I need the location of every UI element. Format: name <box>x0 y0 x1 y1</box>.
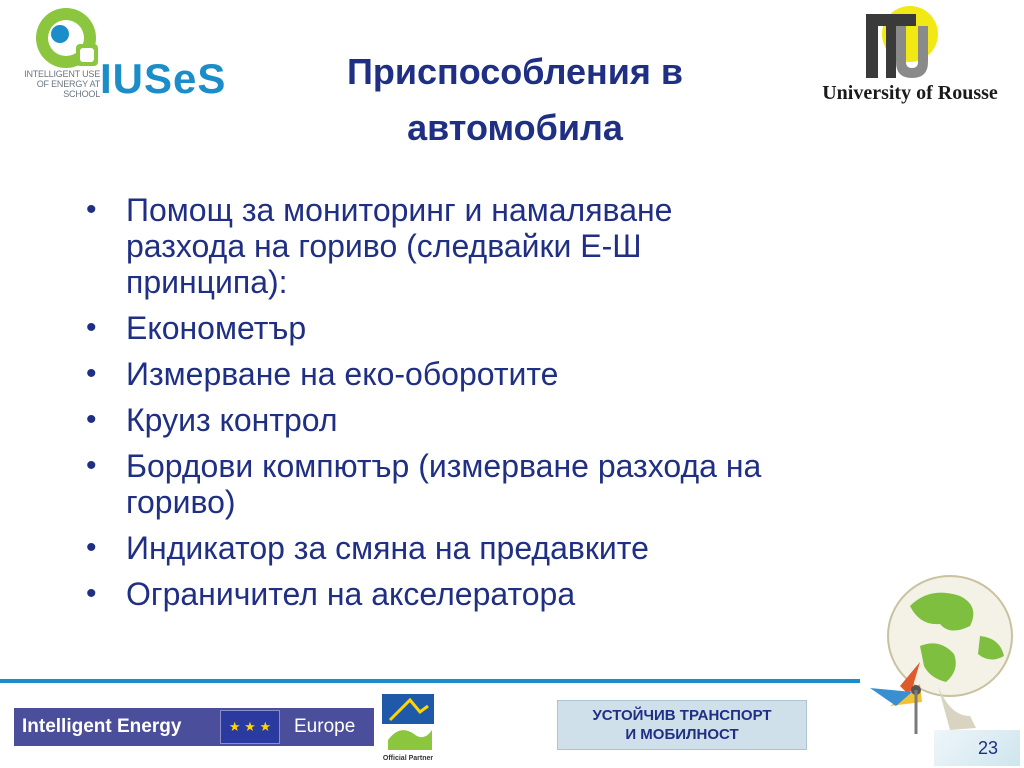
footer-divider <box>0 679 860 683</box>
bullet-dot-icon: • <box>86 449 97 482</box>
iuses-tagline-line2: OF ENERGY AT SCHOOL <box>36 79 100 99</box>
ie-left-text: Intelligent Energy <box>22 716 182 737</box>
bullet-text: принципа): <box>126 264 288 300</box>
eu-flag-icon: ★ ★ ★ <box>220 710 280 744</box>
iuses-logo <box>0 0 230 100</box>
bullet-list <box>78 192 948 622</box>
bullet-text: Индикатор за смяна на предавките <box>126 530 649 566</box>
bullet-item <box>78 576 948 612</box>
bullet-item <box>78 530 948 566</box>
intelligent-energy-europe-logo <box>14 708 374 746</box>
bullet-text: Бордови компютър (измерване разхода на <box>126 448 762 484</box>
bullet-item <box>78 402 948 438</box>
partner-label: Official Partner <box>382 755 434 762</box>
slide-title-line1: Приспособления в <box>346 51 684 92</box>
iuses-tagline <box>4 69 100 99</box>
iuses-tagline-line1: INTELLIGENT USE <box>24 69 100 79</box>
globe-lightbulb-icon <box>850 566 1024 738</box>
bullet-item <box>78 192 948 300</box>
bullet-dot-icon: • <box>86 357 97 390</box>
bullet-text: Ограничител на акселератора <box>126 576 576 612</box>
bullet-text: Круиз контрол <box>126 402 338 438</box>
bullet-dot-icon: • <box>86 577 97 610</box>
page-number-box <box>934 730 1020 766</box>
university-name: University of Rousse <box>822 82 998 104</box>
ie-right-text: Europe <box>294 716 356 737</box>
bullet-text: Економетър <box>126 310 307 346</box>
iuses-wordmark: IUSeS <box>100 55 227 102</box>
bullet-text: Помощ за мониторинг и намаляване <box>126 192 673 228</box>
page-number: 23 <box>977 738 998 758</box>
bullet-text: Измерване на еко-оборотите <box>126 356 559 392</box>
topic-badge <box>557 700 807 750</box>
bullet-dot-icon: • <box>86 403 97 436</box>
bullet-dot-icon: • <box>86 531 97 564</box>
bullet-item <box>78 310 948 346</box>
slide-title-line2: автомобила <box>407 107 623 148</box>
bullet-item <box>78 448 948 520</box>
bullet-text: разхода на гориво (следвайки Е-Ш <box>126 228 642 264</box>
topic-line1: УСТОЙЧИВ ТРАНСПОРТ <box>592 707 772 724</box>
topic-line2: И МОБИЛНОСТ <box>625 726 739 743</box>
globe-lightbulb-illustration <box>850 566 1024 738</box>
university-logo <box>800 4 1024 112</box>
bullet-item <box>78 356 948 392</box>
bullet-dot-icon: • <box>86 193 97 226</box>
partner-emblem-icon <box>380 690 436 754</box>
slide-title <box>230 44 800 156</box>
bullet-text: гориво) <box>126 484 236 520</box>
bullet-dot-icon: • <box>86 311 97 344</box>
university-emblem-icon <box>800 4 1024 84</box>
